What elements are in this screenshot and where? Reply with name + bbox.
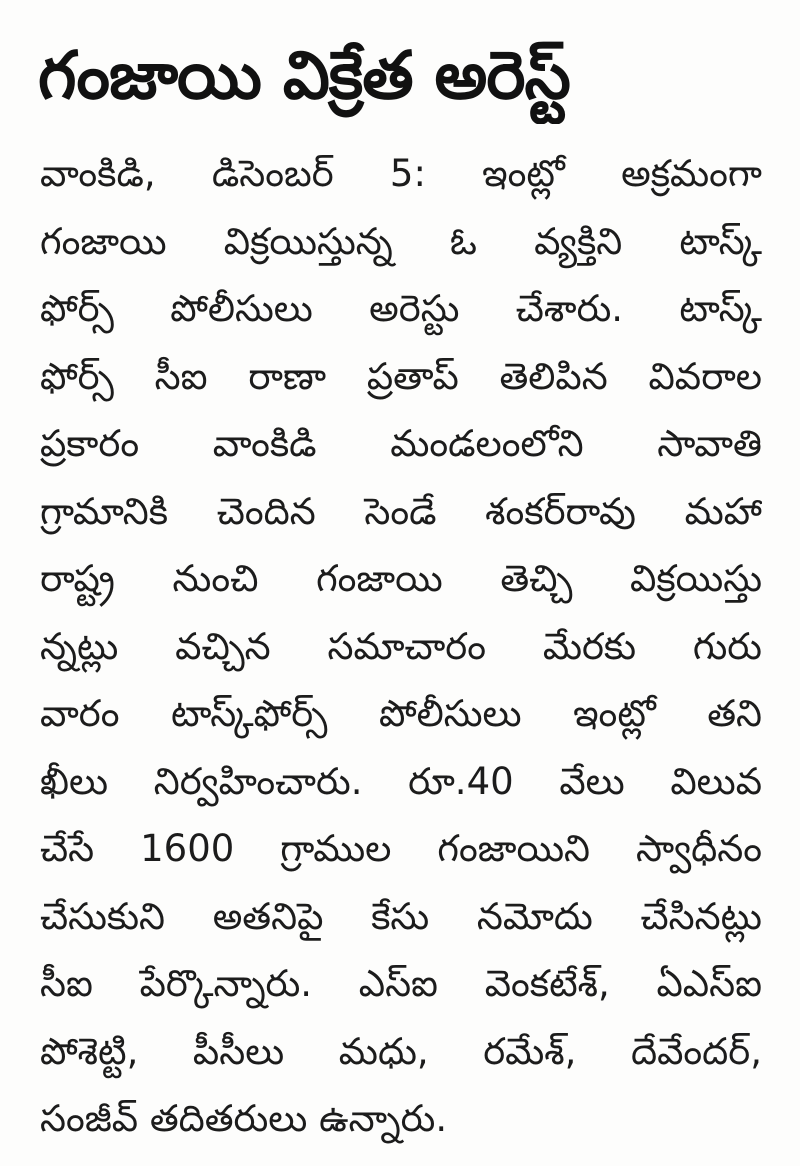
article-headline: గంజాయి విక్రేత అరెస్ట్	[38, 37, 570, 114]
article-line: ఫోర్స్ పోలీసులు అరెస్టు చేశారు. టాస్క్	[40, 287, 762, 330]
article-line: చేసుకుని అతనిపై కేసు నమోదు చేసినట్లు	[40, 894, 762, 938]
article-line: ప్రకారం వాంకిడి మండలంలోని సావాతి	[40, 422, 762, 465]
article-body	[40, 140, 762, 1153]
article-line: గ్రామానికి చెందిన సెండే శంకర్‌రావు మహా	[40, 489, 762, 533]
article-line: ఫోర్స్ సీఐ రాణా ప్రతాప్ తెలిపిన వివరాల	[40, 354, 762, 398]
article-line: సీఐ పేర్కొన్నారు. ఎస్ఐ వెంకటేశ్, ఏఎస్ఐ	[40, 962, 762, 1005]
article-line: వారం టాస్క్‌ఫోర్స్ పోలీసులు ఇంట్లో తని	[40, 692, 762, 735]
article-line: వాంకిడి, డిసెంబర్ 5: ఇంట్లో అక్రమంగా	[40, 152, 762, 195]
article-line: గంజాయి విక్రయిస్తున్న ఓ వ్యక్తిని టాస్క్	[40, 219, 762, 263]
article-line: పోశెట్టి, పీసీలు మధు, రమేశ్, దేవేందర్,	[40, 1029, 762, 1073]
article-line: సంజీవ్ తదితరులు ఉన్నారు.	[40, 1097, 448, 1140]
article-line: ఖీలు నిర్వహించారు. రూ.40 వేలు విలువ	[40, 759, 762, 803]
article-line: న్నట్లు వచ్చిన సమాచారం మేరకు గురు	[40, 624, 762, 668]
article-line: చేసే 1600 గ్రాముల గంజాయిని స్వాధీనం	[40, 827, 762, 870]
article-line: రాష్ట్ర నుంచి గంజాయి తెచ్చి విక్రయిస్తు	[40, 557, 762, 600]
